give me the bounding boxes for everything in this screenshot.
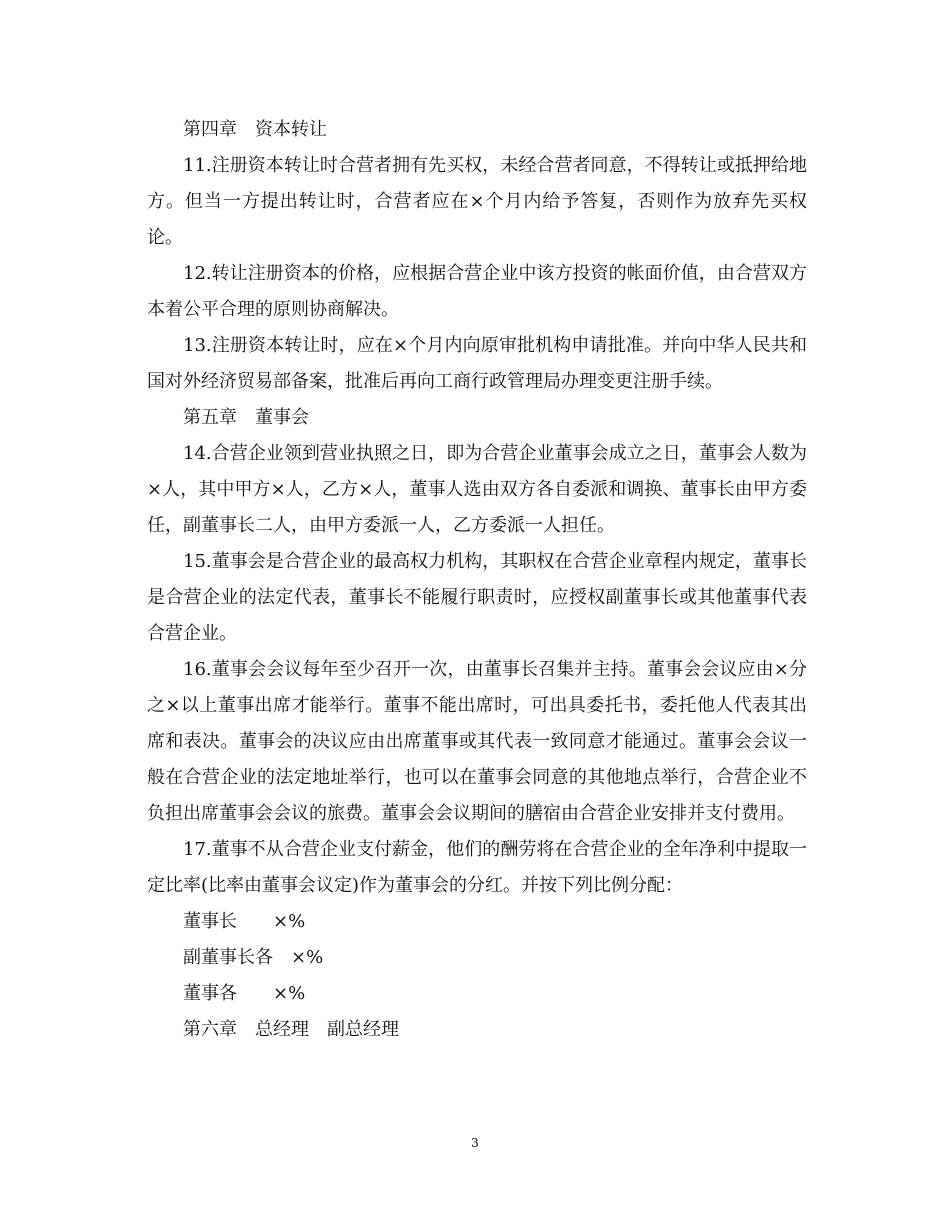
clause-12: 12.转让注册资本的价格，应根据合营企业中该方投资的帐面价值，由合营双方本着公平合理的原则协商解决。: [147, 263, 807, 320]
document-body: [147, 112, 807, 1048]
clause-11: 11.注册资本转让时合营者拥有先买权，未经合营者同意，不得转让或抵押给地方。但当一方提出转让时，合营者应在×个月内给予答复，否则作为放弃先买权论。: [147, 155, 807, 248]
clause-16: 16.董事会会议每年至少召开一次，由董事长召集并主持。董事会会议应由×分之×以上董事出席才能举行。董事不能出席时，可出具委托书，委托他人代表其出席和表决。董事会的决议应由出席董事或其代表一致同意才能通过。董事会会议一般在合营企业的法定地址举行，也可以在董事会同意的其他地点举行，合营企业不负担出席董事会会议的旅费。董事会会议期间的膳宿由合营企业安排并支付费用。: [147, 659, 807, 824]
page-number: 3: [471, 1136, 479, 1150]
chapter-6-heading: 第六章 总经理 副总经理: [183, 1019, 399, 1040]
chapter-4-heading: 第四章 资本转让: [183, 119, 327, 140]
ratio-director: 董事各 ×%: [183, 983, 306, 1004]
clause-15: 15.董事会是合营企业的最高权力机构，其职权在合营企业章程内规定，董事长是合营企业的法定代表，董事长不能履行职责时，应授权副董事长或其他董事代表合营企业。: [147, 551, 807, 644]
chapter-5-heading: 第五章 董事会: [183, 407, 309, 428]
ratio-vice-chairman: 副董事长各 ×%: [183, 947, 324, 968]
clause-13: 13.注册资本转让时，应在×个月内向原审批机构申请批准。并向中华人民共和国对外经济贸易部备案，批准后再向工商行政管理局办理变更注册手续。: [147, 335, 807, 392]
ratio-chairman: 董事长 ×%: [183, 911, 306, 932]
clause-17: 17.董事不从合营企业支付薪金，他们的酬劳将在合营企业的全年净利中提取一定比率(比率由董事会议定)作为董事会的分红。并按下列比例分配：: [147, 839, 807, 896]
clause-14: 14.合营企业领到营业执照之日，即为合营企业董事会成立之日，董事会人数为×人，其中甲方×人，乙方×人，董事人选由双方各自委派和调换、董事长由甲方委任，副董事长二人，由甲方委派一人，乙方委派一人担任。: [147, 443, 807, 536]
